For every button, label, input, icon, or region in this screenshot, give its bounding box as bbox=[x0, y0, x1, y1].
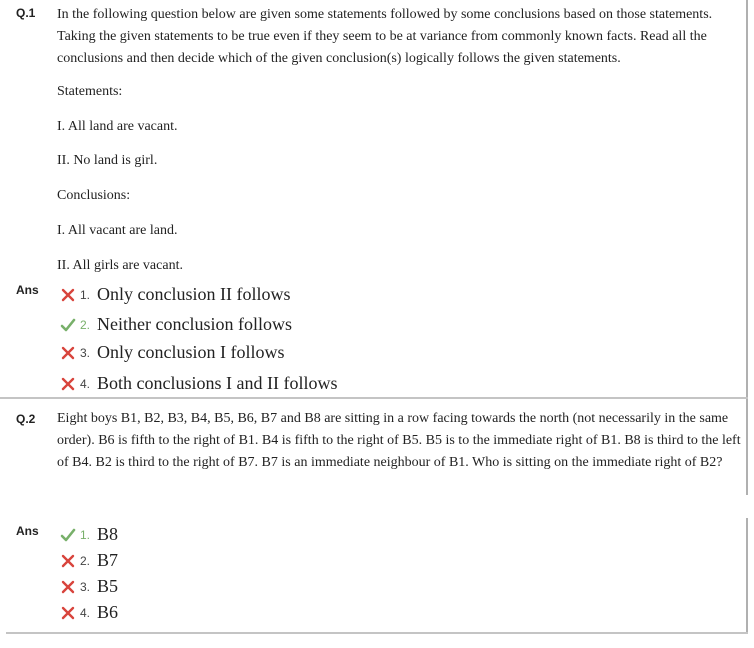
statement-1: I. All land are vacant. bbox=[57, 119, 178, 134]
answer-label: Ans bbox=[16, 524, 39, 538]
cross-icon bbox=[60, 579, 76, 595]
bottom-border bbox=[6, 632, 748, 634]
option-text: B5 bbox=[97, 576, 119, 596]
question-number: Q.2 bbox=[16, 412, 36, 426]
option-2 bbox=[60, 314, 292, 335]
question-2 bbox=[0, 398, 754, 648]
option-number: 3. bbox=[80, 345, 91, 360]
option-3 bbox=[60, 342, 285, 363]
option-text: Both conclusions I and II follows bbox=[97, 373, 338, 393]
option-text: B8 bbox=[97, 524, 119, 544]
option-2 bbox=[60, 550, 118, 571]
option-number: 4. bbox=[80, 605, 91, 620]
option-3 bbox=[60, 576, 118, 597]
conclusion-1: I. All vacant are land. bbox=[57, 223, 178, 238]
right-border-bottom bbox=[746, 518, 748, 634]
check-icon bbox=[60, 317, 76, 333]
option-number: 2. bbox=[80, 317, 91, 332]
cross-icon bbox=[60, 345, 76, 361]
option-number: 1. bbox=[80, 527, 91, 542]
option-4 bbox=[60, 373, 337, 394]
statements-label: Statements: bbox=[57, 84, 123, 99]
option-text: Neither conclusion follows bbox=[97, 314, 292, 334]
option-text: Only conclusion I follows bbox=[97, 342, 285, 362]
option-1 bbox=[60, 524, 118, 545]
right-border bbox=[746, 0, 748, 400]
check-icon bbox=[60, 527, 76, 543]
question-text: In the following question below are given some statements followed by some conclusions based on those statements. Taking the given statements to be true even if they seem to be at variance from commonly known facts. Read all the conclusions and then decide which of the given conclusion(s) logically follows the given statements. bbox=[57, 7, 713, 66]
cross-icon bbox=[60, 553, 76, 569]
conclusion-2: II. All girls are vacant. bbox=[57, 258, 183, 273]
right-border-top bbox=[746, 400, 748, 495]
conclusions-label: Conclusions: bbox=[57, 188, 131, 203]
statement-2: II. No land is girl. bbox=[57, 153, 158, 168]
cross-icon bbox=[60, 605, 76, 621]
question-text: Eight boys B1, B2, B3, B4, B5, B6, B7 and B8 are sitting in a row facing towards the north (not necessarily in the same order). B6 is fifth to the right of B1. B4 is fifth to the right of B5. B5 is to the immediate right of B1. B8 is third to the left of B4. B2 is third to the right of B7. B7 is an immediate neighbour of B1. Who is sitting on the immediate right of B2? bbox=[57, 411, 741, 470]
answer-label: Ans bbox=[16, 283, 39, 297]
option-4 bbox=[60, 602, 118, 623]
option-number: 4. bbox=[80, 376, 91, 391]
option-text: Only conclusion II follows bbox=[97, 284, 291, 304]
option-text: B7 bbox=[97, 550, 119, 570]
option-number: 3. bbox=[80, 579, 91, 594]
question-number: Q.1 bbox=[16, 6, 36, 20]
cross-icon bbox=[60, 376, 76, 392]
option-1 bbox=[60, 284, 291, 305]
option-number: 2. bbox=[80, 553, 91, 568]
option-number: 1. bbox=[80, 287, 91, 302]
option-text: B6 bbox=[97, 602, 119, 622]
cross-icon bbox=[60, 287, 76, 303]
